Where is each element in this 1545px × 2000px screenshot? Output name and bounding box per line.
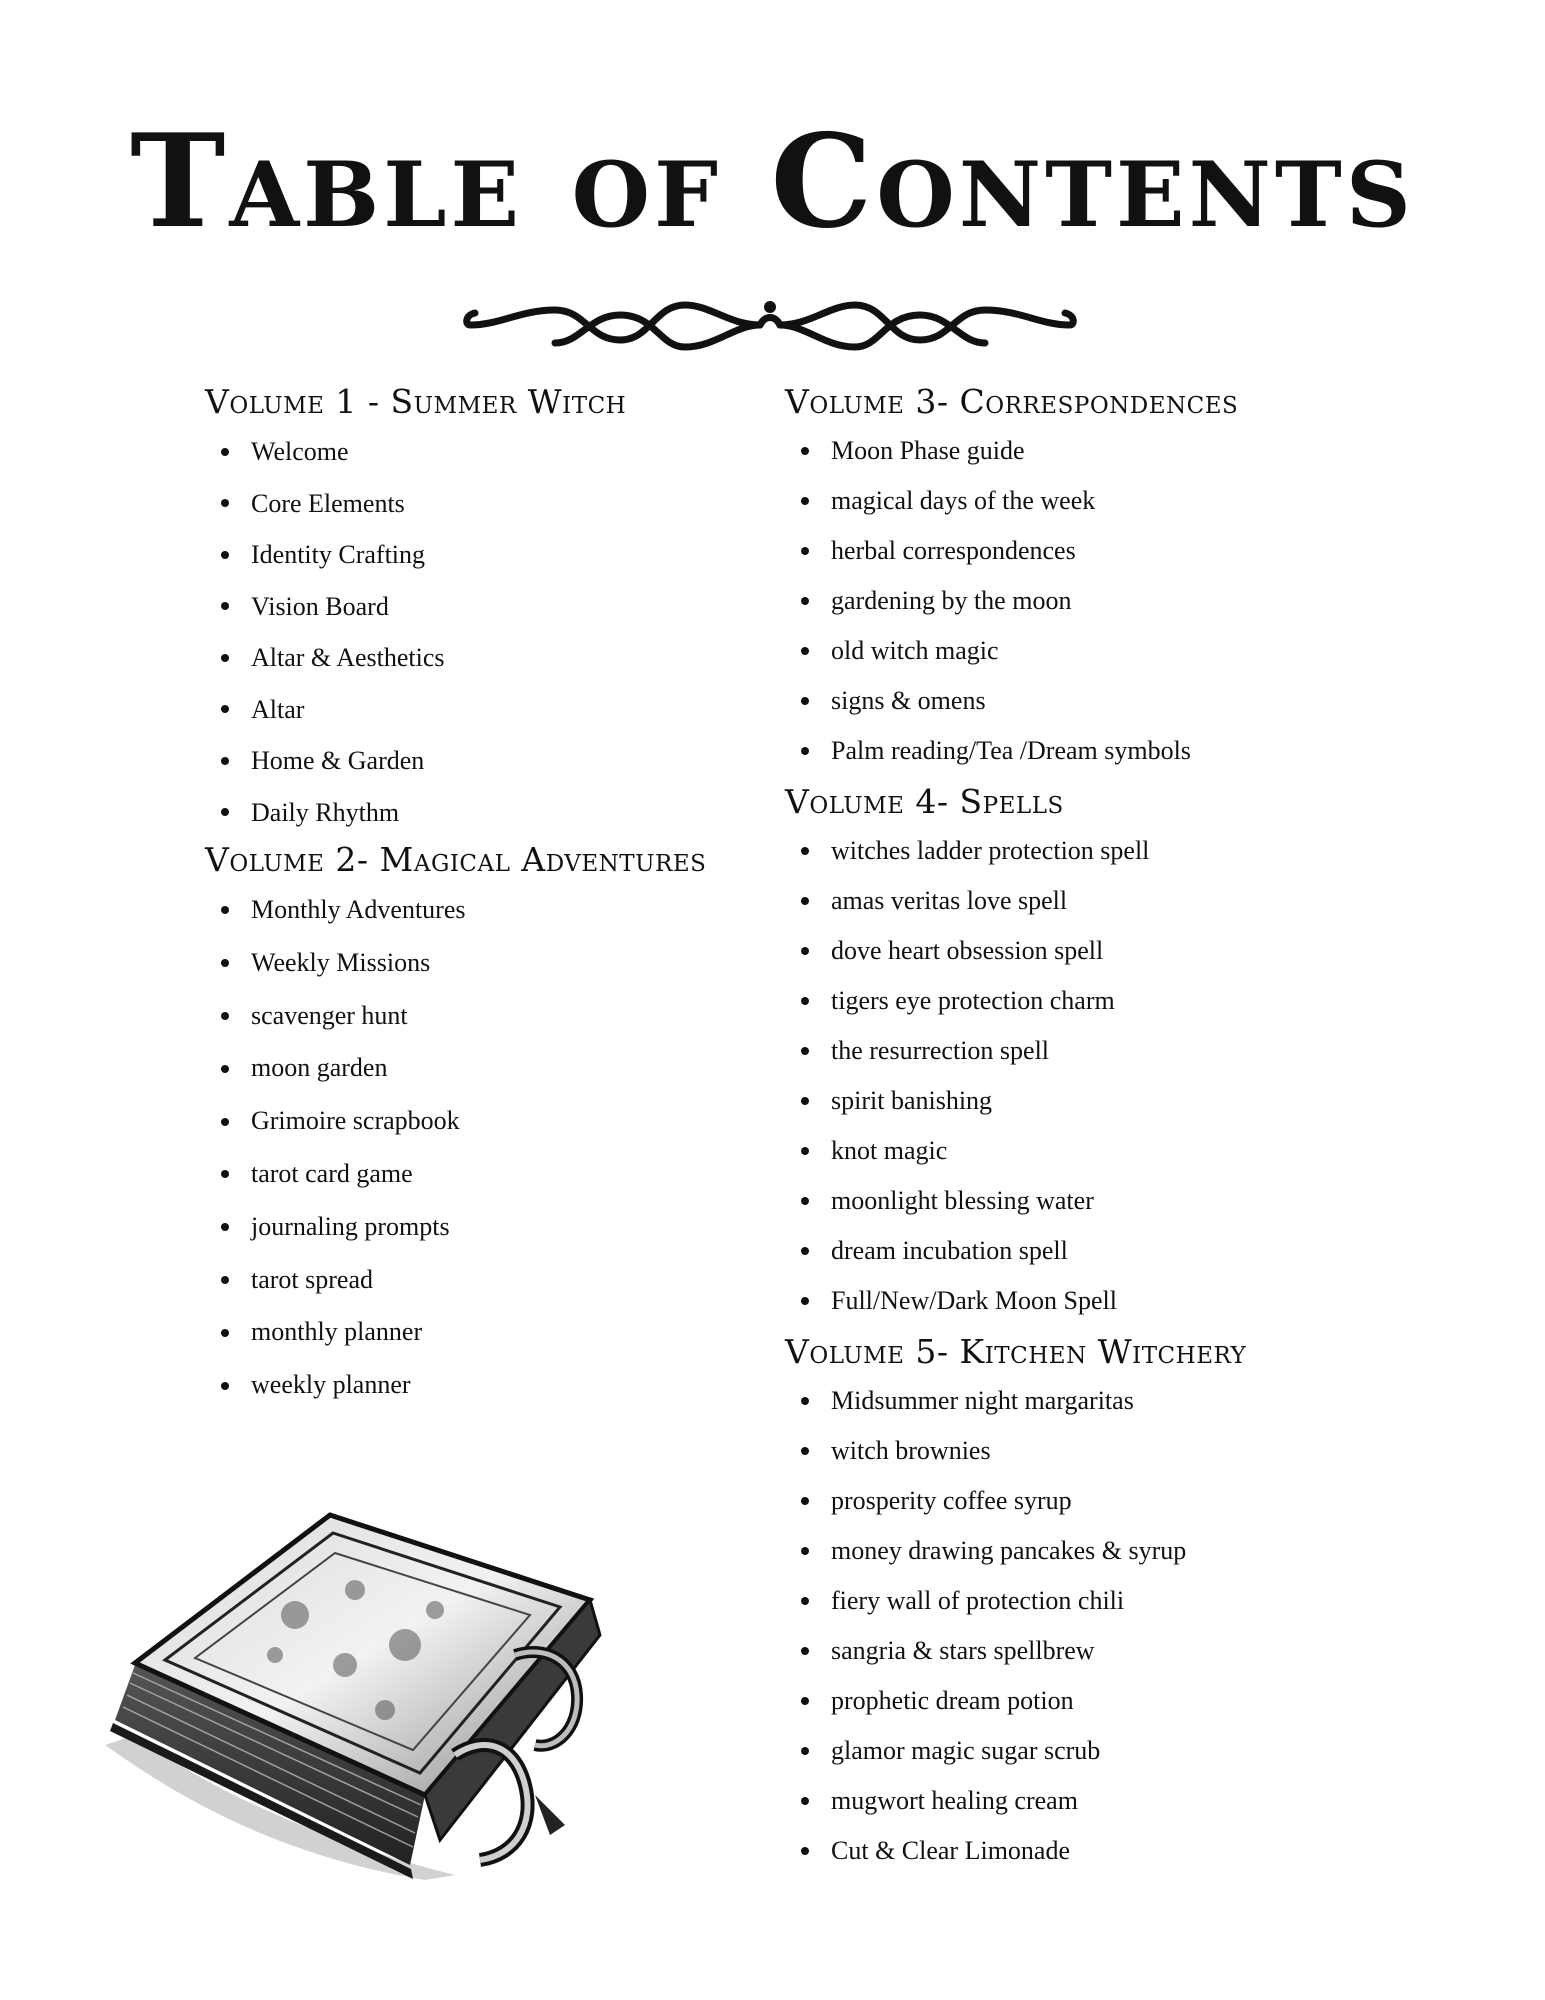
list-item: prophetic dream potion [785,1676,1505,1726]
list-item: Palm reading/Tea /Dream symbols [785,726,1505,776]
left-column [205,382,765,1412]
page-title: Table of Contents [130,107,1415,257]
list-item: Home & Garden [205,735,765,787]
list-item: moonlight blessing water [785,1176,1505,1226]
list-item: tigers eye protection charm [785,976,1505,1026]
list-item: moon garden [205,1042,765,1095]
list-item: Core Elements [205,478,765,530]
list-item: dream incubation spell [785,1226,1505,1276]
list-item: Monthly Adventures [205,884,765,937]
volume-5-list [785,1376,1505,1876]
list-item: Vision Board [205,581,765,633]
list-item: Full/New/Dark Moon Spell [785,1276,1505,1326]
list-item: gardening by the moon [785,576,1505,626]
list-item: sangria & stars spellbrew [785,1626,1505,1676]
list-item: signs & omens [785,676,1505,726]
volume-4-list [785,826,1505,1326]
list-item: monthly planner [205,1306,765,1359]
list-item: tarot spread [205,1254,765,1307]
list-item: mugwort healing cream [785,1776,1505,1826]
list-item: Moon Phase guide [785,426,1505,476]
list-item: money drawing pancakes & syrup [785,1526,1505,1576]
list-item: fiery wall of protection chili [785,1576,1505,1626]
list-item: witch brownies [785,1426,1505,1476]
section-heading-volume-5: Volume 5- Kitchen Witchery [785,1332,1247,1371]
list-item: magical days of the week [785,476,1505,526]
list-item: Identity Crafting [205,529,765,581]
list-item: herbal correspondences [785,526,1505,576]
volume-2-list [205,884,765,1412]
ornamental-flourish-icon [460,285,1080,365]
section-heading-volume-3: Volume 3- Correspondences [785,382,1239,421]
list-item: Grimoire scrapbook [205,1095,765,1148]
list-item: weekly planner [205,1359,765,1412]
list-item: glamor magic sugar scrub [785,1726,1505,1776]
section-heading-volume-1: Volume 1 - Summer Witch [205,382,627,421]
list-item: Weekly Missions [205,937,765,990]
list-item: Cut & Clear Limonade [785,1826,1505,1876]
list-item: dove heart obsession spell [785,926,1505,976]
list-item: the resurrection spell [785,1026,1505,1076]
section-heading-volume-2: Volume 2- Magical Adventures [205,840,707,879]
list-item: Midsummer night margaritas [785,1376,1505,1426]
list-item: prosperity coffee syrup [785,1476,1505,1526]
list-item: knot magic [785,1126,1505,1176]
volume-3-list [785,426,1505,776]
list-item: Altar [205,684,765,736]
volume-1-list [205,426,765,838]
list-item: witches ladder protection spell [785,826,1505,876]
right-column [785,382,1505,1876]
list-item: spirit banishing [785,1076,1505,1126]
section-heading-volume-4: Volume 4- Spells [785,782,1064,821]
list-item: amas veritas love spell [785,876,1505,926]
list-item: old witch magic [785,626,1505,676]
list-item: Welcome [205,426,765,478]
list-item: journaling prompts [205,1201,765,1254]
list-item: tarot card game [205,1148,765,1201]
list-item: Altar & Aesthetics [205,632,765,684]
list-item: scavenger hunt [205,990,765,1043]
list-item: Daily Rhythm [205,787,765,839]
antique-book-icon [95,1495,605,1885]
